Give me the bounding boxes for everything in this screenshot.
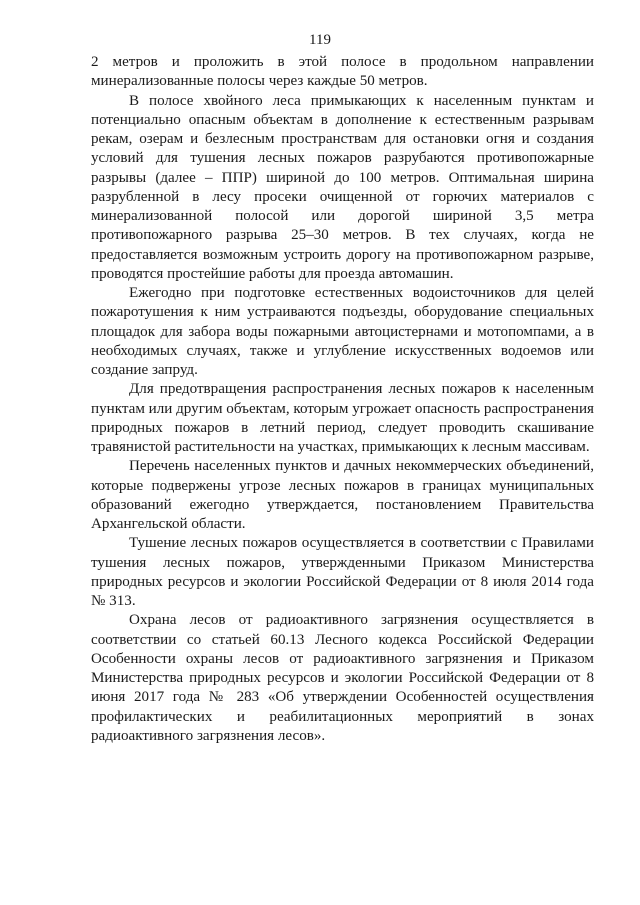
paragraph-firefighting-rules: Тушение лесных пожаров осуществляется в соответствии с Правилами тушения лесных пожаров, утвержденными Приказом Министерства природных ресурсов и экологии Российской Федерации от 8 июля 2014 года № 313. <box>91 535 594 609</box>
page-number: 119 <box>309 32 331 48</box>
paragraph-water-sources: Ежегодно при подготовке естественных водоисточников для целей пожаротушения к ним устраиваются подъезды, оборудование специальных площадок для забора воды пожарными автоцистернами и мотопомпами, а в необходимых случаях, также и углубление искусственных водоемов или создание запруд. <box>91 285 594 378</box>
paragraph-grass-mowing: Для предотвращения распространения лесных пожаров к населенным пунктам или другим объектам, которым угрожает опасность распространения природных пожаров в летний период, следует проводить скашивание травянистой растительности на участках, примыкающих к лесным массивам. <box>91 381 594 455</box>
paragraph-settlements-list: Перечень населенных пунктов и дачных некоммерческих объединений, которые подвержены угрозе лесных пожаров в границах муниципальных образований ежегодно утверждается, постановлением Правительства Архангельской области. <box>91 458 594 532</box>
document-body <box>91 53 594 746</box>
paragraph-fire-breaks: В полосе хвойного леса примыкающих к населенным пунктам и потенциально опасным объектам в дополнение к естественным разрывам рекам, озерам и безлесным пространствам для остановки огня и создания условий для тушения лесных пожаров разрубаются противопожарные разрывы (далее – ППР) шириной до 100 метров. Оптимальная ширина разрубленной в лесу просеки очищенной от горючих материалов с минерализованной полосой или дорогой шириной 3,5 метра противопожарного разрыва 25–30 метров. В тех случаях, когда не предоставляется возможным устроить дорогу на противопожарном разрыве, проводятся простейшие работы для проезда автомашин. <box>91 92 594 282</box>
paragraph-radioactive-protection: Охрана лесов от радиоактивного загрязнения осуществляется в соответствии со статьей 60.13 Лесного кодекса Российской Федерации Особенности охраны лесов от радиоактивного загрязнения и Приказом Министерства природных ресурсов и экологии Российской Федерации от 8 июня 2017 года № 283 «Об утверждении Особенностей осуществления профилактических и реабилитационных мероприятий в зонах радиоактивного загрязнения лесов». <box>91 612 594 744</box>
paragraph-continuation: 2 метров и проложить в этой полосе в продольном направлении минерализованные полосы через каждые 50 метров. <box>91 54 594 90</box>
